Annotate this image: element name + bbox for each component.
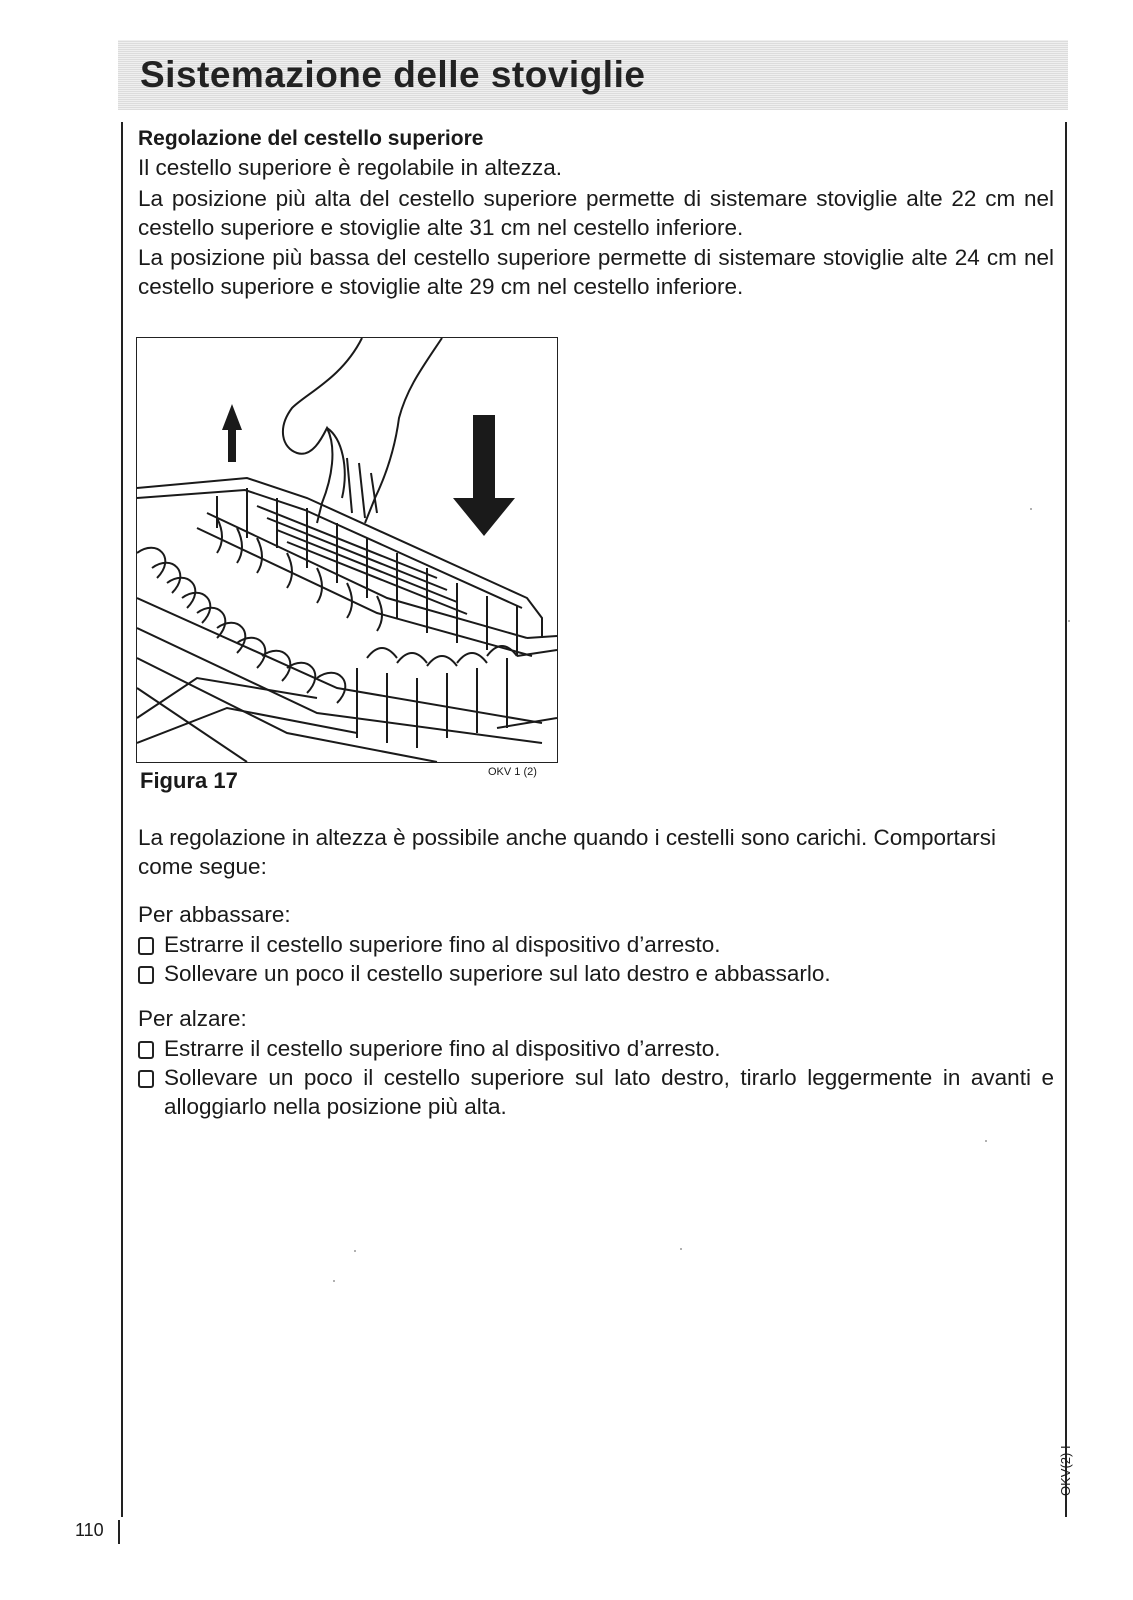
checkbox-bullet-icon	[138, 937, 154, 955]
right-margin-rule	[1065, 122, 1067, 1517]
arrow-down-icon	[453, 415, 515, 536]
step-text: Sollevare un poco il cestello superiore sul lato destro e abbassarlo.	[164, 961, 831, 986]
section-heading: Regolazione del cestello superiore	[138, 127, 484, 150]
page-number-rule	[118, 1520, 120, 1544]
raise-label: Per alzare:	[138, 1006, 247, 1031]
paragraph-adjustable: Il cestello superiore è regolabile in altezza.	[138, 155, 562, 180]
list-item	[138, 930, 1054, 959]
list-item	[138, 1034, 1054, 1063]
scan-speck	[985, 1140, 987, 1142]
list-item	[138, 959, 1054, 988]
list-item	[138, 1063, 1054, 1121]
checkbox-bullet-icon	[138, 966, 154, 984]
scan-speck	[680, 1248, 682, 1250]
page-number: 110	[75, 1520, 104, 1540]
instructions-intro: La regolazione in altezza è possibile anche quando i cestelli sono carichi. Comportarsi come segue:	[138, 825, 996, 879]
paragraph-high-position: La posizione più alta del cestello superiore permette di sistemare stoviglie alte 22 cm nel cestello superiore e stoviglie alte 31 cm nel cestello inferiore.	[138, 186, 1054, 240]
arrow-up-icon	[222, 404, 242, 462]
figure-caption: Figura 17	[140, 768, 238, 793]
side-code: OKV(2) I	[1058, 1445, 1073, 1496]
scan-speck	[333, 1280, 335, 1282]
scan-speck	[1030, 508, 1032, 510]
paragraph-low-position: La posizione più bassa del cestello superiore permette di sistemare stoviglie alte 24 cm nel cestello superiore e stoviglie alte 29 cm nel cestello inferiore.	[138, 245, 1054, 299]
step-text: Sollevare un poco il cestello superiore sul lato destro, tirarlo leggermente in avanti e alloggiarlo nella posizione più alta.	[164, 1065, 1054, 1119]
figure-code: OKV 1 (2)	[488, 766, 537, 778]
page-title: Sistemazione delle stoviglie	[140, 54, 646, 95]
checkbox-bullet-icon	[138, 1041, 154, 1059]
step-text: Estrarre il cestello superiore fino al dispositivo d’arresto.	[164, 1036, 721, 1061]
left-margin-rule	[121, 122, 123, 1517]
scan-speck	[354, 1250, 356, 1252]
lower-label: Per abbassare:	[138, 902, 291, 927]
rack-drawing	[137, 338, 557, 762]
checkbox-bullet-icon	[138, 1070, 154, 1088]
step-text: Estrarre il cestello superiore fino al dispositivo d’arresto.	[164, 932, 721, 957]
figure-rack-illustration	[136, 337, 558, 763]
scan-speck	[1068, 620, 1070, 622]
